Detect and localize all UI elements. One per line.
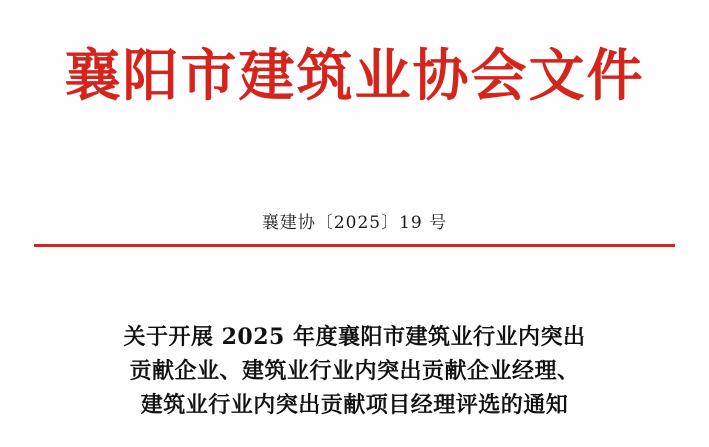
document-subject (62, 320, 647, 422)
page-title: 襄阳市建筑业协会文件 (64, 43, 645, 109)
document-number: 襄建协〔2025〕19 号 (261, 213, 448, 233)
subject-line-3: 建筑业行业内突出贡献项目经理评选的通知 (140, 392, 569, 419)
red-divider-rule (34, 244, 675, 247)
subject-line-2: 贡献企业、建筑业行业内突出贡献企业经理、 (129, 358, 580, 385)
subject-line-1: 关于开展 2025 年度襄阳市建筑业行业内突出 (123, 324, 586, 350)
